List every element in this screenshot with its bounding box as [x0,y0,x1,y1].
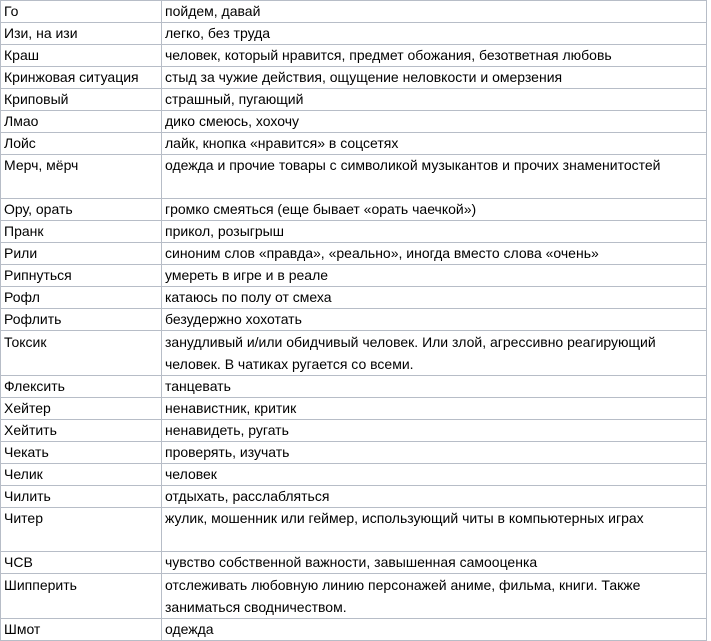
definition-cell: ненавидеть, ругать [162,420,707,442]
table-row [1,574,707,619]
table-row [1,486,707,508]
definition-cell: пойдем, давай [162,1,707,23]
term-cell: Шипперить [1,574,162,619]
table-row [1,398,707,420]
term-cell: Пранк [1,221,162,243]
table-row [1,331,707,376]
table-row [1,243,707,265]
definition-cell: ненавистник, критик [162,398,707,420]
term-cell: Рофл [1,287,162,309]
term-cell: Рили [1,243,162,265]
table-row [1,45,707,67]
term-cell: Изи, на изи [1,23,162,45]
definition-cell: стыд за чужие действия, ощущение неловкости и омерзения [162,67,707,89]
table-row [1,442,707,464]
term-cell: Челик [1,464,162,486]
definition-cell: громко смеяться (еще бывает «орать чаечкой») [162,199,707,221]
table-row [1,1,707,23]
term-cell: ЧСВ [1,552,162,574]
definition-cell: страшный, пугающий [162,89,707,111]
term-cell: Шмот [1,619,162,641]
table-row [1,309,707,331]
table-row [1,376,707,398]
table-row [1,133,707,155]
definition-cell: человек [162,464,707,486]
definition-cell: катаюсь по полу от смеха [162,287,707,309]
term-cell: Читер [1,508,162,552]
definition-cell: проверять, изучать [162,442,707,464]
table-row [1,221,707,243]
term-cell: Ору, орать [1,199,162,221]
table-row [1,552,707,574]
table-row [1,89,707,111]
term-cell: Рипнуться [1,265,162,287]
definition-cell: отдыхать, расслабляться [162,486,707,508]
definition-cell: чувство собственной важности, завышенная самооценка [162,552,707,574]
definition-cell: умереть в игре и в реале [162,265,707,287]
definition-cell: дико смеюсь, хохочу [162,111,707,133]
term-cell: Хейтить [1,420,162,442]
term-cell: Кринжовая ситуация [1,67,162,89]
term-cell: Хейтер [1,398,162,420]
table-row [1,420,707,442]
definition-cell: отслеживать любовную линию персонажей аниме, фильма, книги. Также заниматься сводничеством. [162,574,707,619]
definition-cell: жулик, мошенник или геймер, использующий читы в компьютерных играх [162,508,707,552]
table-row [1,265,707,287]
definition-cell: человек, который нравится, предмет обожания, безответная любовь [162,45,707,67]
table-row [1,287,707,309]
definition-cell: танцевать [162,376,707,398]
term-cell: Лмао [1,111,162,133]
term-cell: Мерч, мёрч [1,155,162,199]
definition-cell: безудержно хохотать [162,309,707,331]
table-row [1,23,707,45]
table-row [1,464,707,486]
table-row [1,111,707,133]
definition-cell: легко, без труда [162,23,707,45]
table-row [1,508,707,552]
definition-cell: одежда [162,619,707,641]
definition-cell: лайк, кнопка «нравится» в соцсетях [162,133,707,155]
term-cell: Рофлить [1,309,162,331]
term-cell: Го [1,1,162,23]
table-row [1,67,707,89]
table-row [1,619,707,641]
definition-cell: синоним слов «правда», «реально», иногда вместо слова «очень» [162,243,707,265]
term-cell: Чекать [1,442,162,464]
term-cell: Криповый [1,89,162,111]
definition-cell: одежда и прочие товары с символикой музыкантов и прочих знаменитостей [162,155,707,199]
term-cell: Чилить [1,486,162,508]
term-cell: Краш [1,45,162,67]
term-cell: Лойс [1,133,162,155]
term-cell: Флексить [1,376,162,398]
table-row [1,199,707,221]
term-cell: Токсик [1,331,162,376]
definition-cell: занудливый и/или обидчивый человек. Или злой, агрессивно реагирующий человек. В чатиках ругается со всеми. [162,331,707,376]
definition-cell: прикол, розыгрыш [162,221,707,243]
table-row [1,155,707,199]
